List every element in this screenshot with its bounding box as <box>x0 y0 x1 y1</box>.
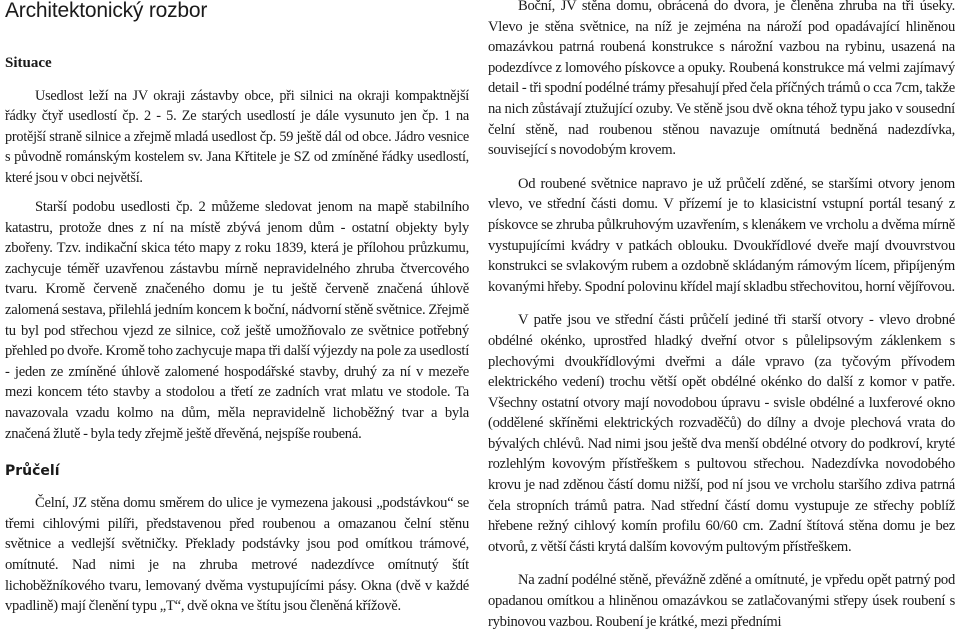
heading-pruceli: Průčelí <box>5 463 60 480</box>
left-column <box>5 0 469 636</box>
paragraph-right-4: Na zadní podélné stěně, převážně zděné a omítnuté, je vpředu opět patrný pod opadanou omítkou a hliněnou omazávkou se zatlačovanými střepy úsek roubení s rybinovou vazbou. Roubení je krátké, mezi předními <box>488 572 955 630</box>
paragraph-right-1: Boční, JV stěna domu, obrácená do dvora, je členěna zhruba na tři úseky. Vlevo je stěna světnice, na níž je zejména na nároží pod opadávající hliněnou omazávkou patrná roubená konstrukce s nárožní vazbou na rybinu, usazená na podezdívce z lomového pískovce a opuky. Roubená konstrukce má velmi zajímavý detail - tři spodní podélné trámy přesahují před čela příčných trámů o cca 7cm, takže na nich zůstávají ztužující ozuby. Ve stěně jsou dvě okna téhož typu jako v sousední čelní stěně, nad roubenou stěnou navazuje omítnutá bedněná nadezdívka, související s novodobým krovem. <box>488 0 955 159</box>
right-column <box>488 0 955 636</box>
heading-situace: Situace <box>5 55 52 71</box>
document-title: Architektonický rozbor <box>5 0 208 22</box>
paragraph-situace-2: Starší podobu usedlosti čp. 2 můžeme sledovat jenom na mapě stabilního katastru, protože dnes z ní na místě zbývá jenom dům - ostatní objekty byly zbořeny. Tzv. indikační skica této mapy z roku 1839, která je přílohou průzkumu, zachycuje téměř uzavřenou zástavbu mírně nepravidelného zhruba čtvercového tvaru. Kromě červeně značeného domu je tu ještě červeně značená úhlově zalomená sestava, přilehlá jedním koncem k boční, nádvorní stěně světnice. Zřejmě tu byl pod střechou vjezd ze silnice, což ještě umožňovalo ze světnice potřebný přehled po dvoře. Kromě toho zachycuje mapa tři další výjezdy na pole za usedlostí - jeden ze zmíněné úhlově zalomené hospodářské stavby, druhý za ní v mezeře mezi koncem této stavby a stodolou a třetí ze zadních vrat mlatu ve stodole. Ta navazovala vzadu kolmo na dům, měla nepravidelně lichoběžný tvar a byla značená žlutě - byla tedy zřejmě ještě dřevěná, nejspíše roubená. <box>5 199 469 442</box>
paragraph-right-3: V patře jsou ve střední části průčelí jediné tři starší otvory - vlevo drobné obdélné okénko, uprostřed hladký dveřní otvor s půlelipsovým záklenkem s plechovými dvoukřídlovými dveřmi a dále vpravo (za tyčovým přívodem elektrického vedení) trochu větší opět obdélné okénko do další z komor v patře. Všechny ostatní otvory mají novodobou úpravu - svisle obdélné a luxferové okno (oddělené skříněmi elektrických rozvaděčů) do dílny a dvoje plechová vrata do bývalých chlévů. Nad nimi jsou ještě dva menší obdélné otvory do podkroví, kryté rozlehlým kovovým přístřeškem s pultovou střechou. Nadezdívka novodobého krovu je nad zděnou částí domu nižší, pod ní jsou ve vrcholu staršího zdiva patrná čela stropních trámů patra. Nad střední částí domu vystupuje ze střechy poblíž hřebene režný cihlový komín profilu 60/60 cm. Zadní štítová stěna domu je bez otvorů, z větší části krytá dalším kovovým pultovým přístřeškem. <box>488 312 955 555</box>
paragraph-right-2: Od roubené světnice napravo je už průčelí zděné, se staršími otvory jenom vlevo, ve střední části domu. V přízemí je to klasicistní vstupní portál tesaný z pískovce se zhruba půlkruhovým uzavřením, s klenákem ve vrcholu a dvěma mírně vystupujícími kvádry v patkách oblouku. Dvoukřídlové dveře mají dvouvrstvou konstrukci se svlakovým rubem a ozdobně skládaným rámovým lícem, připíjeným kovanými hřeby. Spodní polovinu křídel mají skladbu střechovitou, horní vějířovou. <box>488 175 955 295</box>
paragraph-situace-1: Usedlost leží na JV okraji zástavby obce, při silnici na okraji kompaktnější řádky čtyř usedlostí čp. 2 - 5. Ze starých usedlostí je dále vysunuto jen čp. 1 na protější straně silnice a zřejmě mladá usedlost čp. 59 ještě dál od obce. Jádro vesnice s původně románským kostelem sv. Jana Křtitele je SZ od zmíněné řádky usedlostí, které jsou v obci největší. <box>5 88 469 186</box>
paragraph-pruceli-1: Čelní, JZ stěna domu směrem do ulice je vymezena jakousi „podstávkou“ se třemi cihlovými pilíři, představenou před roubenou a omazanou čelní stěnu světnice a vedlejší světničky. Překlady podstávky jsou pod omítkou trámové, omítnuté. Nad nimi je na zhruba metrové nadezdívce omítnutý štít lichoběžníkového tvaru, lemovaný dvěma vystupujícími pásy. Okna (dvě v každé vpadlině) mají členění typu „T“, dvě okna ve štítu jsou členěná křížově. <box>5 495 469 615</box>
